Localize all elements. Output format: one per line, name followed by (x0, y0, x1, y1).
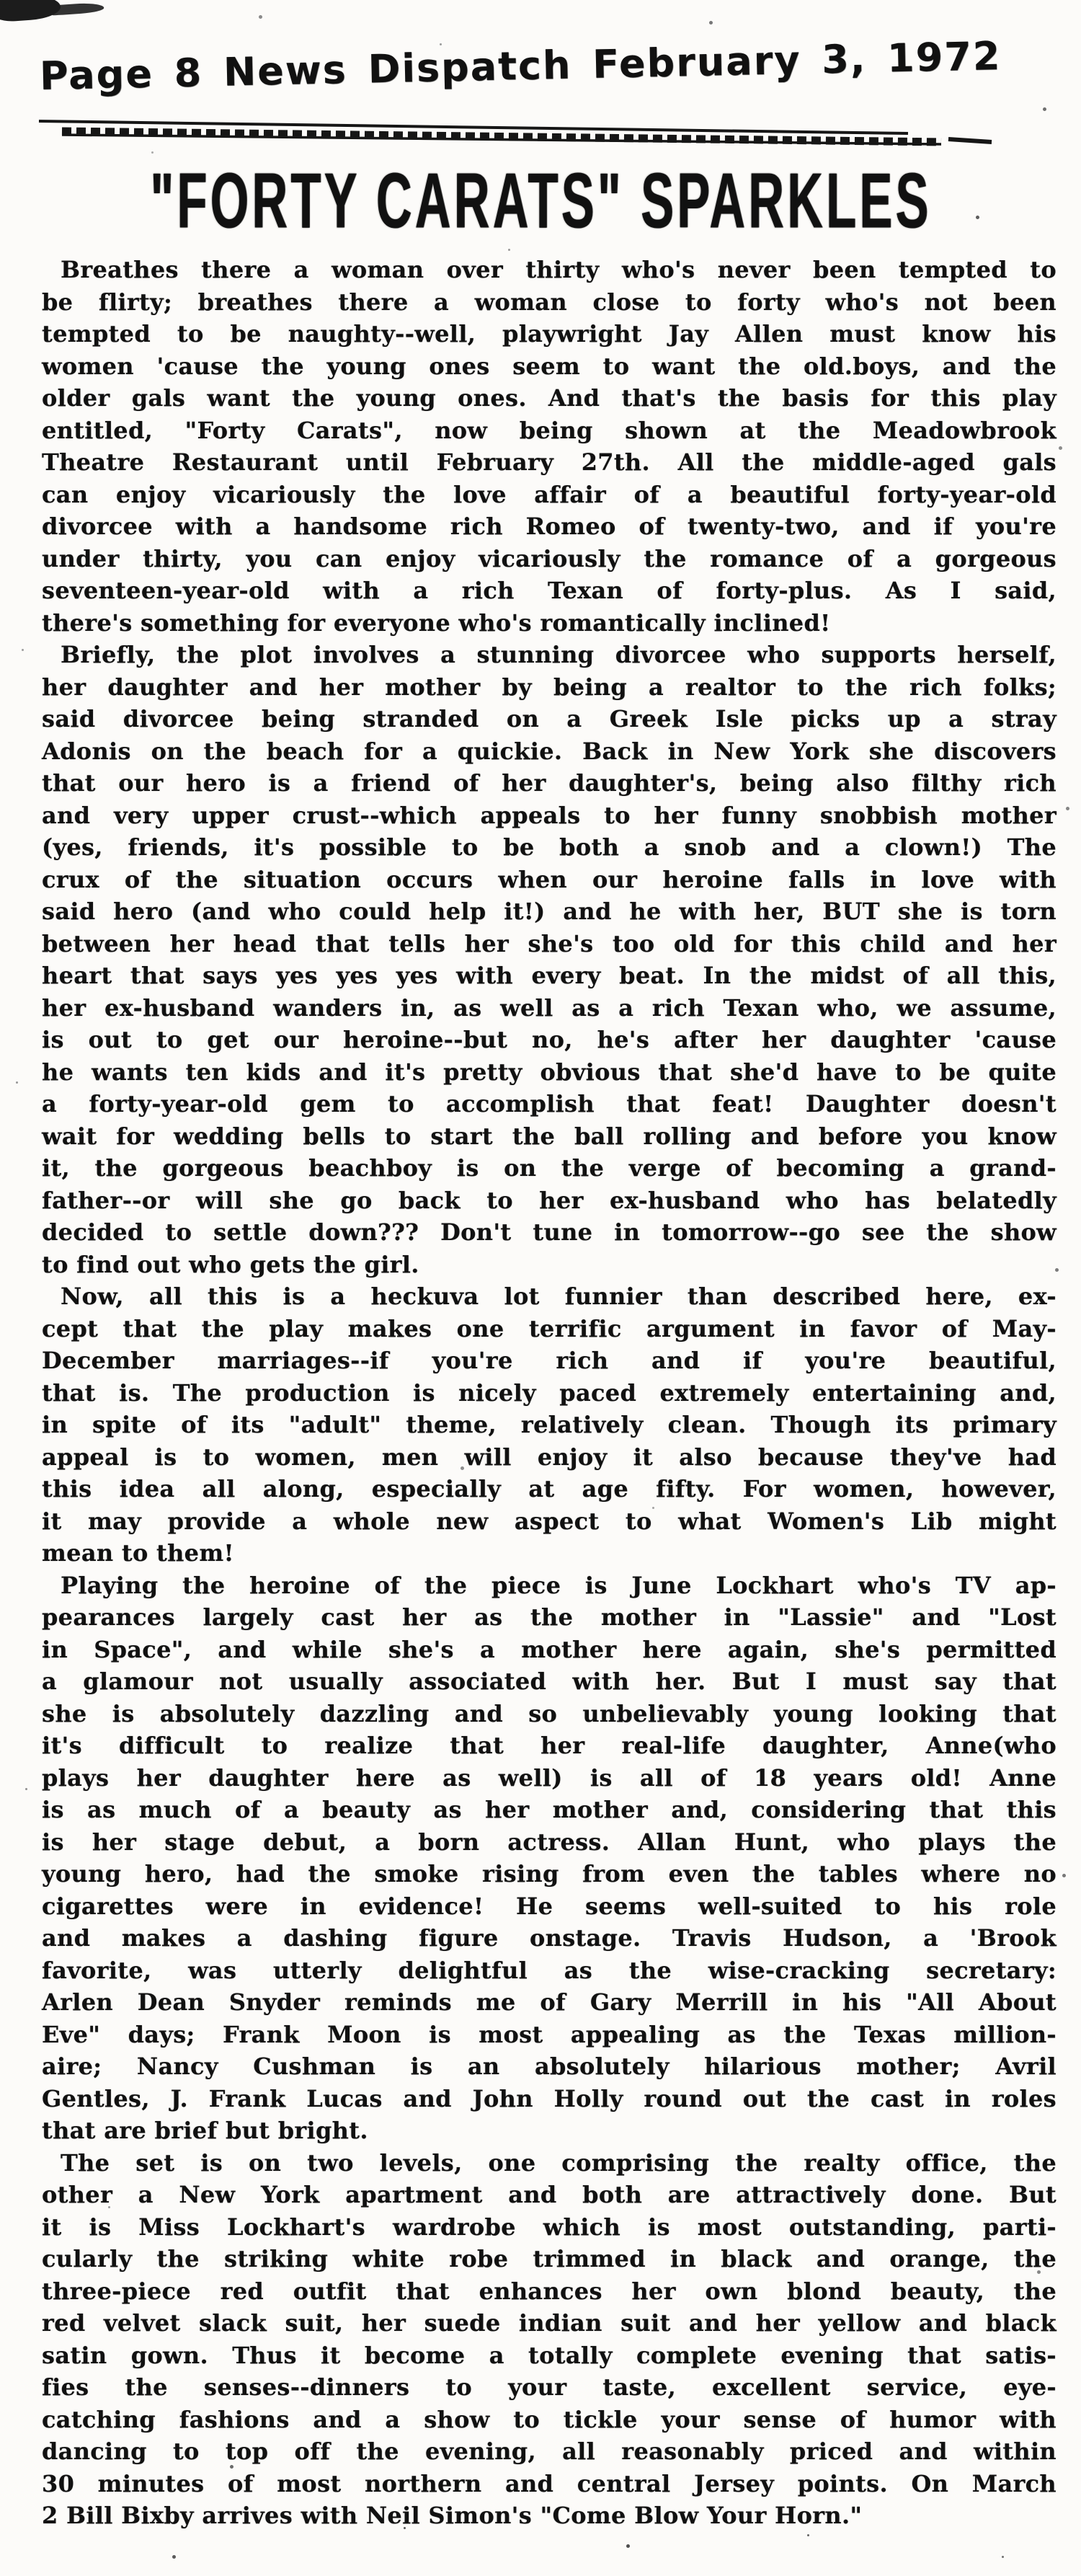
text-line: young hero, had the smoke rising from even the tables where no (42, 1860, 1056, 1887)
text-line: and very upper crust--which appeals to her funny snobbish mother (42, 801, 1056, 829)
text-line: appeal is to women, men will enjoy it also because they've had (42, 1443, 1056, 1471)
article-headline (0, 157, 1081, 245)
text-line: a glamour not usually associated with her. But I must say that (42, 1668, 1056, 1695)
text-line: Arlen Dean Snyder reminds me of Gary Merrill in his "All About (42, 1988, 1056, 2016)
text-line: between her head that tells her she's too old for this child and her (42, 929, 1056, 957)
article-paragraph (42, 1570, 1056, 2147)
article-paragraph (42, 1280, 1056, 1570)
article-paragraph (42, 254, 1056, 639)
text-line: mean to them! (42, 1539, 234, 1567)
text-line: dancing to top off the evening, all reasonably priced and within (42, 2438, 1056, 2465)
text-line: fies the senses--dinners to your taste, excellent service, eye- (42, 2373, 1056, 2401)
article-paragraph (42, 2147, 1056, 2532)
text-line: cularly the striking white robe trimmed in black and orange, the (42, 2245, 1056, 2272)
text-line: in spite of its "adult" theme, relatively clean. Though its primary (42, 1411, 1056, 1438)
article-headline-text: "FORTY CARATS" SPARKLES (149, 158, 932, 245)
text-line: that our hero is a friend of her daughter's, being also filthy rich (42, 769, 1056, 797)
text-line: tempted to be naughty--well, playwright Jay Allen must know his (42, 320, 1056, 348)
text-line: entitled, "Forty Carats", now being shown at the Meadowbrook (42, 416, 1056, 444)
text-line: Adonis on the beach for a quickie. Back in New York she discovers (42, 737, 1056, 765)
text-line: divorcee with a handsome rich Romeo of twenty-two, and if you're (42, 513, 1056, 540)
text-line: aire; Nancy Cushman is an absolutely hilarious mother; Avril (42, 2053, 1056, 2080)
text-line: is as much of a beauty as her mother and, considering that this (42, 1796, 1056, 1823)
text-line: it is Miss Lockhart's wardrobe which is most outstanding, parti- (42, 2213, 1056, 2241)
text-line: 30 minutes of most northern and central Jersey points. On March (42, 2469, 1056, 2497)
text-line: crux of the situation occurs when our heroine falls in love with (42, 865, 1056, 893)
text-line: (yes, friends, it's possible to be both a snob and a clown!) The (42, 833, 1056, 861)
text-line: there's something for everyone who's romantically inclined! (42, 608, 831, 637)
text-line: father--or will she go back to her ex-husband who has belatedly (42, 1186, 1056, 1214)
text-line: Now, all this is a heckuva lot funnier than described here, ex- (61, 1283, 1056, 1310)
text-line: Breathes there a woman over thirty who's never been tempted to (61, 256, 1056, 283)
text-line: it, the gorgeous beachboy is on the verge of becoming a grand- (42, 1154, 1056, 1182)
article-body (42, 254, 1056, 2532)
text-line: favorite, was utterly delightful as the wise-cracking secretary: (42, 1956, 1056, 1984)
text-line: said divorcee being stranded on a Greek Isle picks up a stray (42, 705, 1056, 732)
scan-noise (0, 0, 2, 2)
text-line: a forty-year-old gem to accomplish that feat! Daughter doesn't (42, 1090, 1056, 1117)
text-line: her daughter and her mother by being a realtor to the rich folks; (42, 673, 1056, 701)
text-line: three-piece red outfit that enhances her own blond beauty, the (42, 2277, 1056, 2305)
text-line: that is. The production is nicely paced extremely entertaining and, (42, 1378, 1056, 1407)
text-line: red velvet slack suit, her suede indian suit and her yellow and black (42, 2309, 1056, 2337)
text-line: 2 Bill Bixby arrives with Neil Simon's "Come Blow Your Horn." (42, 2502, 863, 2529)
page-header: Page 8 News Dispatch February 3, 1972 (39, 33, 1002, 99)
text-line: catching fashions and a show to tickle your sense of humor with (42, 2405, 1056, 2433)
text-line: cept that the play makes one terrific argument in favor of May- (42, 1314, 1056, 1342)
text-line: Gentles, J. Frank Lucas and John Holly round out the cast in roles (42, 2084, 1056, 2112)
text-line: women 'cause the young ones seem to want the old.boys, and the (42, 352, 1056, 380)
text-line: satin gown. Thus it become a totally complete evening that satis- (42, 2341, 1056, 2369)
text-line: is her stage debut, a born actress. Allan Hunt, who plays the (42, 1828, 1056, 1856)
text-line: under thirty, you can enjoy vicariously the romance of a gorgeous (42, 544, 1056, 572)
text-line: he wants ten kids and it's pretty obvious that she'd have to be quite (42, 1058, 1056, 1086)
text-line: wait for wedding bells to start the ball rolling and before you know (42, 1122, 1056, 1150)
text-line: plays her daughter here as well) is all of 18 years old! Anne (42, 1763, 1056, 1792)
scan-smudge (0, 0, 61, 22)
text-line: cigarettes were in evidence! He seems well-suited to his role (42, 1892, 1056, 1920)
text-line: it may provide a whole new aspect to what Women's Lib might (42, 1507, 1056, 1535)
text-line: heart that says yes yes yes with every beat. In the midst of all this, (42, 962, 1056, 989)
text-line: other a New York apartment and both are attractively done. But (42, 2181, 1056, 2208)
text-line: Theatre Restaurant until February 27th. All the middle-aged gals (42, 448, 1056, 476)
text-line: older gals want the young ones. And that's the basis for this play (42, 384, 1056, 412)
text-line: can enjoy vicariously the love affair of a beautiful forty-year-old (42, 480, 1056, 508)
text-line: that are brief but bright. (42, 2117, 368, 2144)
text-line: The set is on two levels, one comprising the realty office, the (61, 2148, 1056, 2177)
text-line: is out to get our heroine--but no, he's after her daughter 'cause (42, 1026, 1056, 1053)
text-line: it's difficult to realize that her real-life daughter, Anne(who (42, 1732, 1056, 1759)
text-line: and makes a dashing figure onstage. Travis Hudson, a 'Brook (42, 1924, 1056, 1952)
text-line: in Space", and while she's a mother here again, she's permitted (42, 1635, 1056, 1663)
text-line: her ex-husband wanders in, as well as a rich Texan who, we assume, (42, 993, 1056, 1022)
text-line: be flirty; breathes there a woman close to forty who's not been (42, 288, 1056, 316)
text-line: Eve" days; Frank Moon is most appealing as the Texas million- (42, 2020, 1056, 2048)
text-line: said hero (and who could help it!) and he with her, BUT she is torn (42, 898, 1056, 925)
text-line: Briefly, the plot involves a stunning divorcee who supports herself, (61, 641, 1056, 668)
text-line: seventeen-year-old with a rich Texan of forty-plus. As I said, (42, 577, 1056, 604)
article-paragraph (42, 639, 1056, 1280)
text-line: this idea all along, especially at age fifty. For women, however, (42, 1475, 1056, 1502)
text-line: decided to settle down??? Don't tune in tomorrow--go see the show (42, 1218, 1056, 1246)
text-line: pearances largely cast her as the mother in "Lassie" and "Lost (42, 1603, 1056, 1631)
text-line: December marriages--if you're rich and if you're beautiful, (42, 1347, 1056, 1374)
text-line: she is absolutely dazzling and so unbelievably young looking that (42, 1699, 1056, 1727)
text-line: Playing the heroine of the piece is June Lockhart who's TV ap- (61, 1571, 1056, 1599)
text-line: to find out who gets the girl. (42, 1250, 419, 1278)
decorative-underline-scribble (35, 114, 997, 151)
